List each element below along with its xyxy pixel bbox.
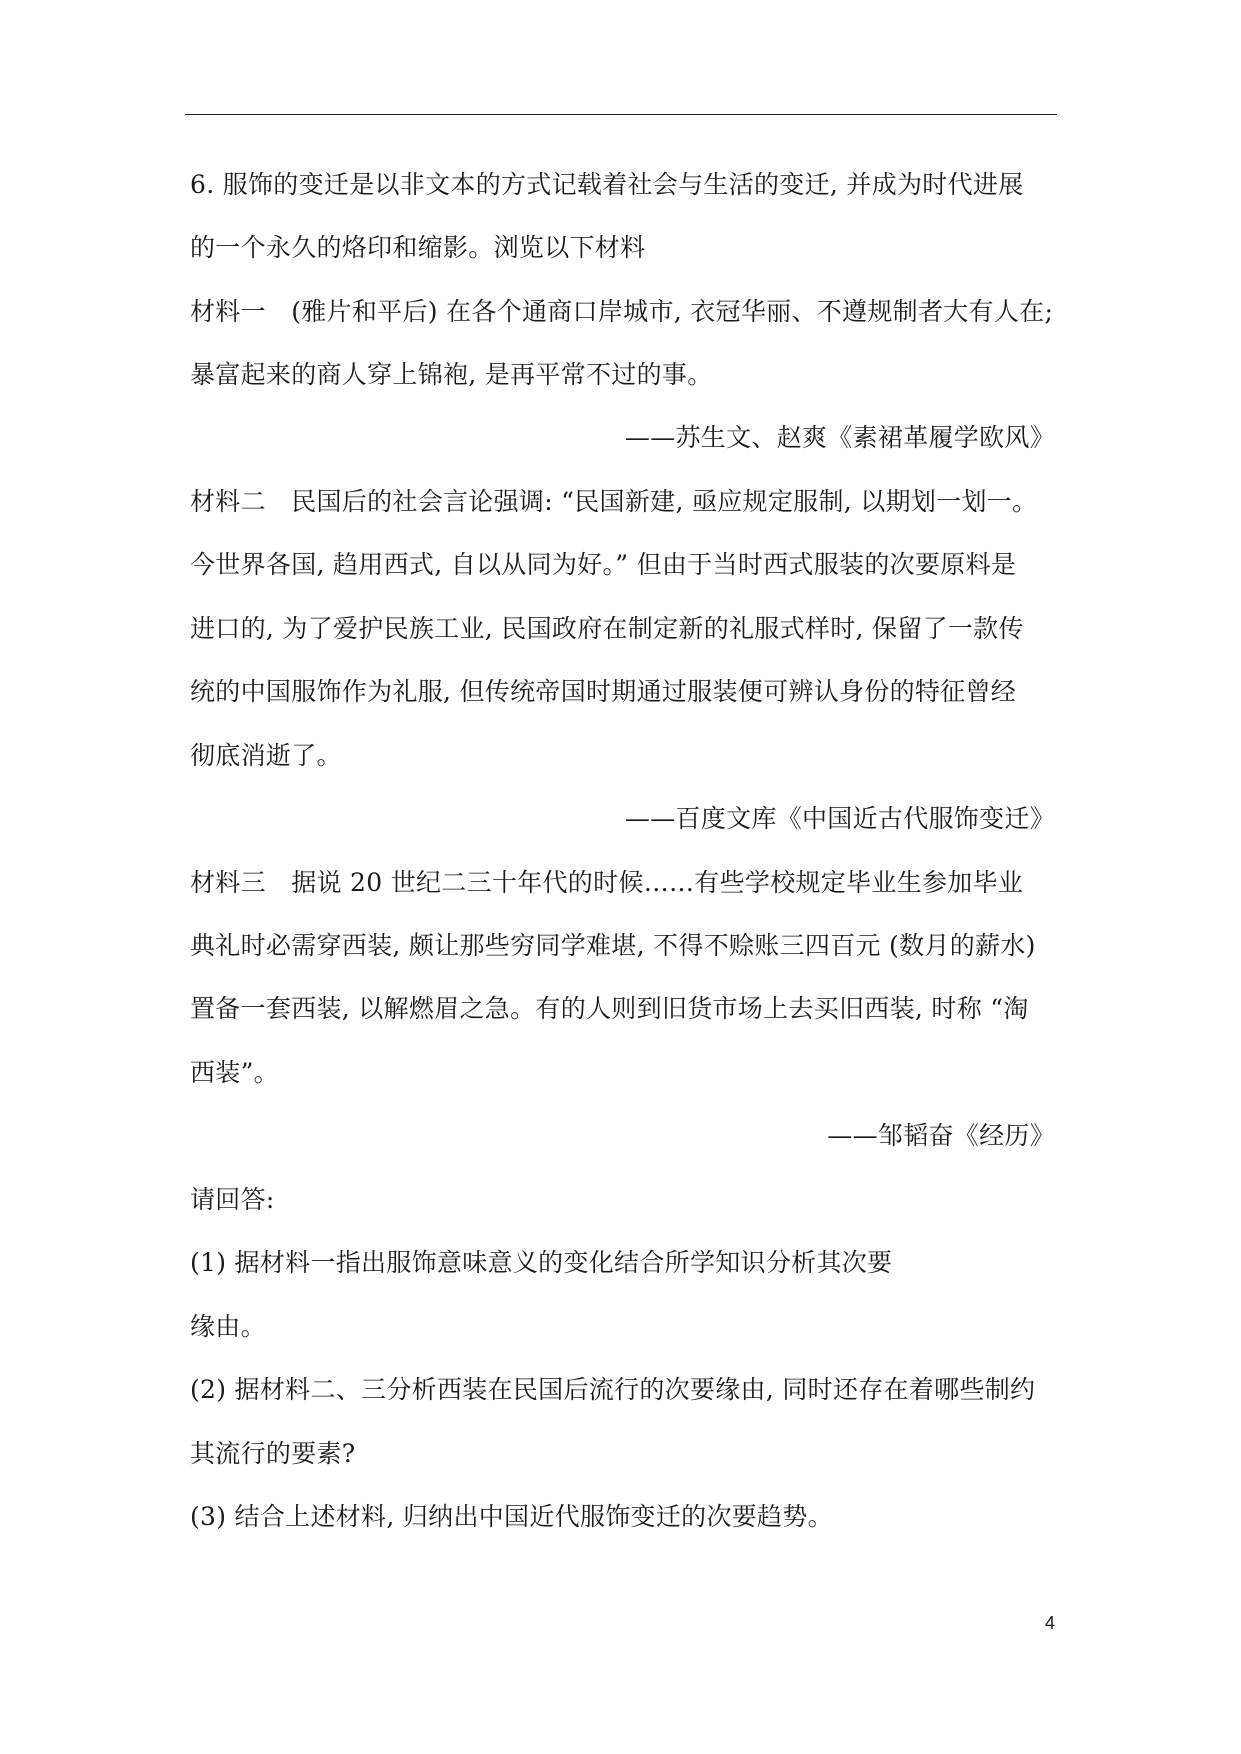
material-1-line: 暴富起来的商人穿上锦袍, 是再平常不过的事。 bbox=[190, 360, 713, 389]
material-2-line: 统的中国服饰作为礼服, 但传统帝国时期通过服装便可辨认身份的特征曾经 bbox=[190, 677, 1017, 706]
answer-prompt: 请回答: bbox=[190, 1185, 275, 1214]
sub-question: (1) 据材料一指出服饰意味意义的变化结合所学知识分析其次要 bbox=[190, 1248, 893, 1277]
sub-question: 其流行的要素? bbox=[190, 1439, 356, 1468]
sub-question: 缘由。 bbox=[190, 1312, 266, 1341]
material-2-line: 今世界各国, 趋用西式, 自以从同为好。” 但由于当时西式服装的次要原料是 bbox=[190, 550, 1017, 579]
material-2-source: ——百度文库《中国近古代服饰变迁》 bbox=[624, 804, 1055, 833]
sub-question: (2) 据材料二、三分析西装在民国后流行的次要缘由, 同时还存在着哪些制约 bbox=[190, 1375, 1036, 1404]
material-3-line: 典礼时必需穿西装, 颇让那些穷同学难堪, 不得不赊账三四百元 (数月的薪水) bbox=[190, 931, 1036, 960]
material-3-line: 置备一套西装, 以解燃眉之急。有的人则到旧货市场上去买旧西装, 时称 “淘 bbox=[190, 994, 1029, 1023]
material-2-line: 材料二 民国后的社会言论强调: “民国新建, 亟应规定服制, 以期划一划一。 bbox=[190, 487, 1038, 516]
material-2-line: 彻底消逝了。 bbox=[190, 741, 342, 770]
page-number: 4 bbox=[1044, 1613, 1055, 1633]
question-line: 6. 服饰的变迁是以非文本的方式记载着社会与生活的变迁, 并成为时代进展 bbox=[190, 170, 1024, 199]
sub-question: (3) 结合上述材料, 归纳出中国近代服饰变迁的次要趋势。 bbox=[190, 1502, 833, 1531]
question-line: 的一个永久的烙印和缩影。浏览以下材料 bbox=[190, 233, 646, 262]
material-1-line: 材料一 (雅片和平后) 在各个通商口岸城市, 衣冠华丽、不遵规制者大有人在; bbox=[190, 297, 1054, 326]
material-3-source: ——邹韬奋《经历》 bbox=[827, 1121, 1055, 1150]
material-1-source: ——苏生文、赵爽《素裙革履学欧风》 bbox=[624, 423, 1055, 452]
header-rule bbox=[185, 114, 1057, 115]
material-3-line: 西装”。 bbox=[190, 1058, 279, 1087]
material-2-line: 进口的, 为了爱护民族工业, 民国政府在制定新的礼服式样时, 保留了一款传 bbox=[190, 614, 1024, 643]
material-3-line: 材料三 据说 20 世纪二三十年代的时候……有些学校规定毕业生参加毕业 bbox=[190, 868, 1024, 897]
